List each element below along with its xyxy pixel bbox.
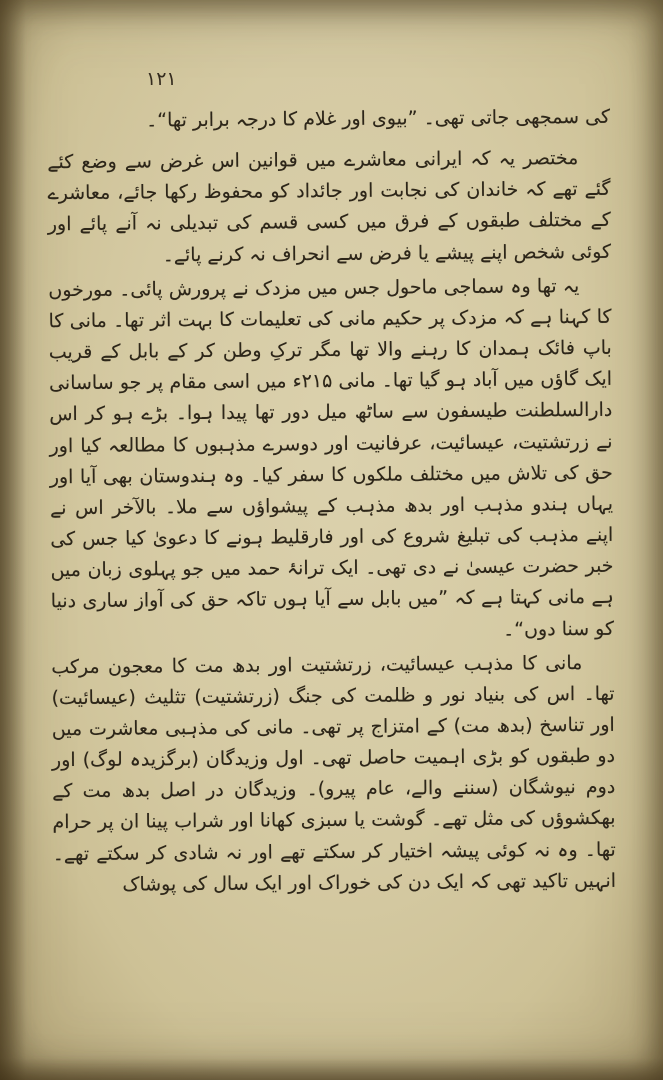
- paragraph-summary-of-laws: مختصر یہ کہ ایرانی معاشرے میں قوانین اس غرض سے وضع کئے گئے تھے کہ خاندان کی نجابت اور جائداد کو محفوظ رکھا جائے، معاشرے کے مختلف طبقوں کے فرق میں کسی قسم کی تبدیلی نہ آنے پائے اور کوئی شخص اپنے پیشے یا فرض سے انحراف نہ کرنے پائے۔: [47, 147, 612, 266]
- paragraph-continuation: کی سمجھی جاتی تھی۔ ”بیوی اور غلام کا درجہ برابر تھا“۔: [145, 105, 611, 132]
- page-text: [47, 102, 616, 904]
- page-edge-shadow-bottom: [0, 1058, 663, 1080]
- paragraph-mani-religion: مانی کا مذہب عیسائیت، زرتشتیت اور بدھ مت کا معجون مرکب تھا۔ اس کی بنیاد نور و ظلمت کی جنگ (زرتشتیت) تثلیث (عیسائیت) اور تناسخ (بدھ مت) کے امتزاج پر تھی۔ مانی کی مذہبی معاشرت میں دو طبقوں کو بڑی اہمیت حاصل تھی۔ اول وزیدگان (برگزیدہ لوگ) اور دوم نیوشگان (سننے والے، عام پیرو)۔ وزیدگان در اصل بدھ مت کے بھکشوؤں کی مثل تھے۔ گوشت یا سبزی کھانا اور شراب پینا ان پر حرام تھا۔ وہ نہ کوئی پیشہ اختیار کر سکتے تھے اور نہ شادی کر سکتے تھے۔ انہیں تاکید تھی کہ ایک دن کی خوراک اور ایک سال کی پوشاک: [51, 651, 617, 896]
- paragraph-mazdak-and-mani: یہ تھا وہ سماجی ماحول جس میں مزدک نے پرورش پائی۔ مورخوں کا کہنا ہے کہ مزدک پر حکیم مانی کی تعلیمات کا بہت اثر تھا۔ مانی کا باپ فائک ہمدان کا رہنے والا تھا مگر ترکِ وطن کر کے بابل کے قریب ایک گاؤں میں آباد ہو گیا تھا۔ مانی ۲۱۵ء میں اسی مقام پر جو ساسانی دارالسلطنت طیسفون سے ساٹھ میل دور تھا پیدا ہوا۔ بڑے ہو کر اس نے زرتشتیت، عیسائیت، عرفانیت اور دوسرے مذہبوں کا مطالعہ کیا اور حق کی تلاش میں مختلف ملکوں کا سفر کیا۔ وہ ہندوستان بھی آیا اور یہاں ہندو مذہب اور بدھ مذہب کے پیشواؤں سے ملا۔ بالآخر اس نے اپنے مذہب کی تبلیغ شروع کی اور فارقلیط ہونے کا دعویٰ کیا جس کی خبر حضرت عیسیٰ نے دی تھی۔ ایک ترانۂ حمد میں جو پہلوی زبان میں ہے مانی کہتا ہے کہ ”میں بابل سے آیا ہوں تاکہ حق کی آواز ساری دنیا کو سنا دوں“۔: [48, 274, 615, 641]
- page-number: ۱۲۱: [146, 68, 177, 90]
- page-edge-shadow-left: [0, 0, 26, 1080]
